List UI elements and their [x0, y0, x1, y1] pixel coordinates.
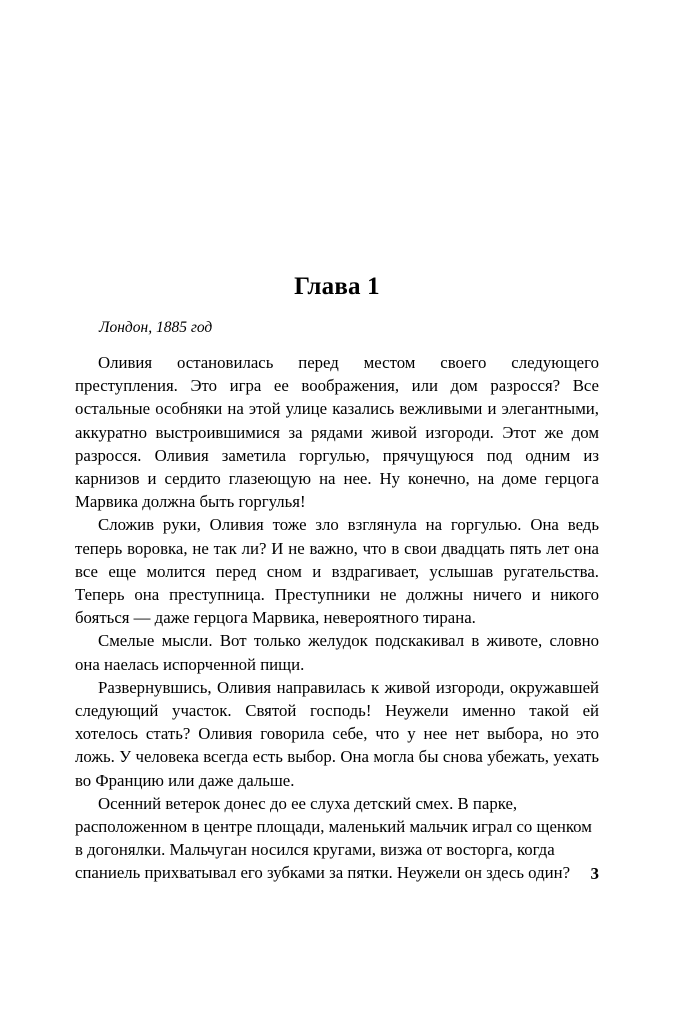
page-text-block — [75, 272, 599, 885]
body-paragraph: Сложив руки, Оливия тоже зло взглянула на горгулью. Она ведь теперь воровка, не так ли? И не важно, что в свои двадцать пять лет она все еще молится перед сном и вздрагивает, услышав ругательства. Теперь она преступница. Преступники не должны ничего и никого бояться — даже герцога Марвика, невероятного тирана. — [75, 515, 599, 628]
last-paragraph-wrapper — [75, 792, 599, 885]
chapter-title: Глава 1 — [294, 273, 380, 300]
body-paragraph: Оливия остановилась перед местом своего следующего преступления. Это игра ее воображения, или дом разросся? Все остальные особняки на этой улице казались вежливыми и элегантными, аккуратно выстроившимися за рядами живой изгороди. Этот же дом разросся. Оливия заметила горгулью, прячущуюся под одним из карнизов и сердито глазеющую на нее. Ну конечно, на доме герцога Марвика должна быть горгулья! — [75, 353, 599, 512]
body-paragraph: Осенний ветерок донес до ее слуха детский смех. В парке, расположенном в центре площади, маленький мальчик играл со щенком в догонялки. Мальчуган носился кругами, визжа от восторга, когда спаниель прихватывал его зубками за пятки. Неужели он здесь один? — [75, 793, 592, 883]
body-paragraph: Смелые мысли. Вот только желудок подскакивал в животе, словно она наелась испорченной пищи. — [75, 631, 599, 674]
chapter-dateline: Лондон, 1885 год — [99, 319, 213, 336]
body-paragraph: Развернувшись, Оливия направилась к живой изгороди, окружавшей следующий участок. Святой господь! Неужели именно такой ей хотелось стать? Оливия говорила себе, что у нее нет выбора, но это ложь. У человека всегда есть выбор. Она могла бы снова убежать, уехать во Францию или даже дальше. — [75, 677, 599, 790]
page-number: 3 — [590, 864, 599, 884]
